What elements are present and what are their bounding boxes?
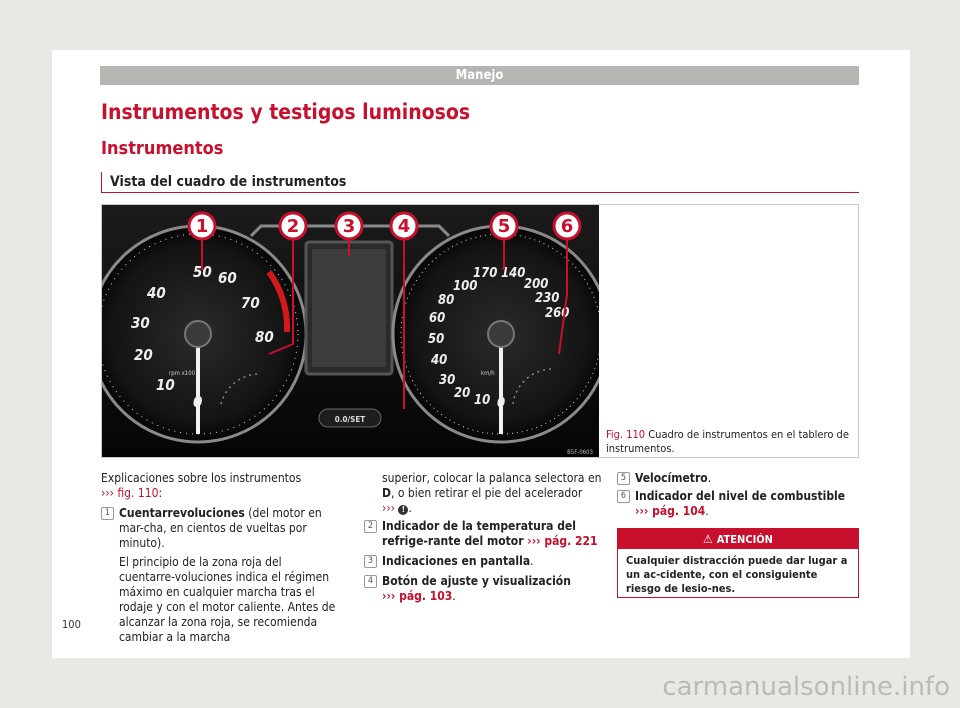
instrument-cluster-illustration <box>101 204 599 458</box>
section-header: Manejo <box>100 66 859 85</box>
list-item <box>617 471 859 486</box>
item-title: Indicador del nivel de combustible <box>635 489 846 503</box>
speedo-tick-100: 100 <box>453 279 478 294</box>
speedo-tick-140: 140 <box>501 266 526 281</box>
column-3 <box>617 471 859 519</box>
column-2 <box>364 471 604 604</box>
figure-caption <box>606 428 856 456</box>
intro-label: Explicaciones sobre los instrumentos <box>101 471 302 485</box>
tacho-tick-40: 40 <box>147 284 166 302</box>
tacho-tick-80: 80 <box>255 328 274 346</box>
callout-1 <box>189 213 215 239</box>
list-item <box>364 574 604 604</box>
item-text: . <box>707 471 712 485</box>
callout-4 <box>391 213 417 239</box>
tacho-tick-50: 50 <box>193 263 212 281</box>
page-link[interactable]: ››› pág. 104 <box>635 504 706 518</box>
warning-text: Cualquier distracción puede dar lugar a un ac-cidente, con el consiguiente riesgo de lesio-nes. <box>626 554 848 595</box>
speedo-tick-20: 20 <box>454 386 471 401</box>
warning-header <box>618 529 858 549</box>
item-number: 5 <box>617 472 630 485</box>
svg-text:6: 6 <box>560 216 574 237</box>
item-text: (del motor en mar-cha, en cientos de vueltas por minuto). <box>119 506 322 550</box>
figure-ref: Fig. 110 <box>606 428 646 441</box>
item-title: Botón de ajuste y visualización <box>382 574 571 588</box>
speedo-tick-60: 60 <box>429 311 446 326</box>
callout-2 <box>280 213 306 239</box>
speedo-tick-0: 0 <box>497 396 506 411</box>
item-text: . <box>530 554 534 568</box>
tacho-tick-30: 30 <box>131 314 150 332</box>
tachometer-dial <box>101 226 306 442</box>
gear-d: D <box>382 486 391 500</box>
item-paragraph: El principio de la zona roja del cuentarre-voluciones indica el régimen máximo en cualquier marcha tras el rodaje y con el motor caliente. Antes de alcanzar la zona roja, se recomienda cambiar a la marcha <box>119 555 336 644</box>
warning-box <box>617 528 859 598</box>
item-number: 6 <box>617 490 630 503</box>
cont-text: superior, colocar la palanca selectora en <box>382 471 602 485</box>
continued-text <box>364 471 604 516</box>
intro-suffix: : <box>158 486 163 500</box>
item-title: Indicador de la temperatura del refrige-rante del motor <box>382 519 576 548</box>
callout-3 <box>336 213 362 239</box>
page-number: 100 <box>62 618 81 631</box>
speedometer-dial <box>393 226 599 442</box>
item-number: 2 <box>364 520 377 533</box>
item-number: 3 <box>364 555 377 568</box>
tacho-tick-60: 60 <box>218 269 237 287</box>
page-link[interactable]: ››› pág. 103 <box>382 589 453 603</box>
speedo-tick-80: 80 <box>438 293 455 308</box>
tacho-tick-20: 20 <box>134 346 153 364</box>
set-button-label: 0.0/SET <box>334 415 366 424</box>
page-title: Instrumentos y testigos luminosos <box>101 100 471 124</box>
fig-link[interactable]: ››› fig. 110 <box>101 486 159 500</box>
speedo-tick-120: 170 <box>473 266 498 281</box>
subsection-title: Vista del cuadro de instrumentos <box>101 172 346 192</box>
warning-circle-icon: ! <box>398 505 408 515</box>
column-1 <box>101 471 341 645</box>
instrument-cluster-figure <box>101 204 599 458</box>
warning-triangle-icon: ⚠ <box>703 532 713 546</box>
speedo-tick-200: 230 <box>535 291 560 306</box>
watermark: carmanualsonline.info <box>662 672 950 702</box>
list-item <box>364 554 604 569</box>
cont-end: . <box>408 501 412 515</box>
list-item <box>617 489 859 519</box>
warning-label: ATENCIÓN <box>716 533 773 546</box>
tacho-tick-0: 0 <box>193 393 203 411</box>
item-text: . <box>705 504 709 518</box>
item-text: . <box>452 589 456 603</box>
list-item <box>364 519 604 549</box>
figure-code: B5F-0603 <box>567 449 593 456</box>
speedo-tick-50: 50 <box>428 332 445 347</box>
speedo-tick-230: 260 <box>545 306 570 321</box>
intro-text <box>101 471 341 501</box>
svg-text:3: 3 <box>342 216 356 237</box>
callout-6 <box>554 213 580 239</box>
item-title: Indicaciones en pantalla <box>382 554 531 568</box>
speedo-tick-170: 200 <box>524 277 549 292</box>
page-subtitle: Instrumentos <box>101 138 224 159</box>
svg-text:4: 4 <box>397 216 411 237</box>
svg-text:5: 5 <box>497 216 511 237</box>
svg-text:2: 2 <box>286 216 300 237</box>
speedo-unit: km/h <box>481 370 495 377</box>
warning-link[interactable]: ››› <box>382 501 395 515</box>
cont-text-2: , o bien retirar el pie del acelerador <box>390 486 583 500</box>
item-title: Cuentarrevoluciones <box>119 506 245 520</box>
speedo-tick-30: 30 <box>439 373 456 388</box>
subsection-rule <box>101 192 859 193</box>
svg-text:1: 1 <box>195 216 209 237</box>
speedo-tick-40: 40 <box>431 353 448 368</box>
tacho-unit: rpm x100 <box>169 370 196 377</box>
tacho-tick-10: 10 <box>156 376 175 394</box>
list-item <box>101 506 341 551</box>
item-title: Velocímetro <box>635 471 708 485</box>
item-number: 1 <box>101 507 114 520</box>
figure-caption-text: Cuadro de instrumentos en el tablero de instrumentos. <box>606 428 849 455</box>
item-number: 4 <box>364 575 377 588</box>
page-link[interactable]: ››› pág. 221 <box>523 534 598 548</box>
speedo-tick-10: 10 <box>474 393 491 408</box>
callout-5 <box>491 213 517 239</box>
tacho-tick-70: 70 <box>241 294 260 312</box>
